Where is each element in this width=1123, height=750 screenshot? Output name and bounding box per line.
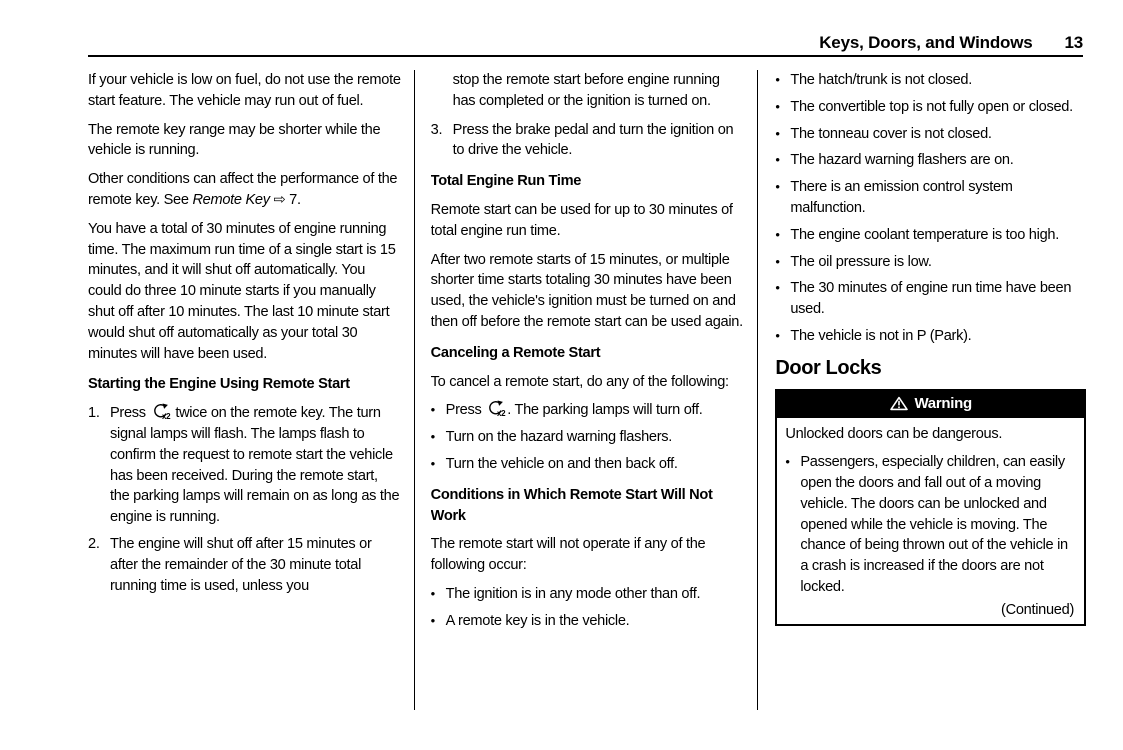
warning-triangle-icon [890,396,908,411]
bullet-item [775,97,1086,118]
paragraph [88,169,401,211]
column-3 [775,70,1086,710]
bullet-icon: • [430,455,435,471]
text-run: The remote key range may be shorter while the vehicle is running. [88,121,381,159]
bullet-icon: • [430,402,435,418]
text-run: twice on the remote key. The turn signal lamps will flash. The lamps flash to confirm the request to remote start the vehicle has been received. During the remote start, the parking lamps will remain on as long as the engine is running. [110,405,400,526]
column-divider [757,70,758,710]
svg-text:x2: x2 [497,409,506,418]
item-text [446,454,746,475]
column-divider [414,70,415,710]
text-run: The engine will shut off after 15 minutes or after the remainder of the 30 minute total running time is used, unless you [110,535,372,594]
bullet-icon: • [430,612,435,628]
text-run: The tonneau cover is not closed. [790,125,992,142]
remote-start-icon [485,400,507,417]
bullet-item [775,150,1086,171]
section-subheading: Starting the Engine Using Remote Start [88,376,350,393]
text-run: The engine coolant temperature is too high. [790,226,1059,243]
numbered-item [431,120,746,162]
item-text [790,150,1086,171]
bullet-item [775,177,1086,219]
item-text [110,403,401,528]
item-text [790,97,1086,118]
bullet-item [431,427,746,448]
text-run: . The parking lamps will turn off. [507,402,703,419]
text-run: The oil pressure is low. [790,253,932,270]
section-subheading: Canceling a Remote Start [430,344,601,361]
column-1 [88,70,401,710]
item-text [790,326,1086,347]
paragraph [431,372,746,393]
item-text [790,177,1086,219]
section-subheading: Conditions in Which Remote Start Will Not Work [430,486,713,524]
paragraph [785,424,1076,445]
text-run: There is an emission control system malfunction. [790,179,1013,216]
text-run: To cancel a remote start, do any of the following: [430,373,729,390]
svg-text:x2: x2 [161,412,170,421]
content-columns [88,70,1086,710]
text-run: Turn the vehicle on and then back off. [445,455,678,472]
numbered-item [88,534,401,596]
numbered-item [88,403,401,528]
bullet-item [785,452,1076,598]
text-run: The hatch/trunk is not closed. [790,72,972,88]
paragraph [88,219,401,365]
text-run: The convertible top is not fully open or closed. [790,98,1073,115]
page-number: 13 [1064,33,1083,52]
text-run: A remote key is in the vehicle. [445,612,630,629]
bullet-icon: • [775,152,780,168]
text-run: Passengers, especially children, can easily open the doors and fall out of a moving vehicle. The doors can be unlocked and opened while the vehicle is moving. The chance of being thrown out of the vehicle in a crash is increased if the doors are not locked. [800,454,1068,595]
item-text [446,400,746,421]
paragraph [88,70,401,112]
text-run: Press the brake pedal and turn the ignition on to drive the vehicle. [452,121,734,159]
bullet-icon: • [775,72,780,87]
text-run: Press [110,405,150,422]
header-rule [88,55,1083,57]
bullet-item [431,400,746,421]
bullet-icon: • [785,454,790,470]
item-text [800,452,1076,598]
bullet-icon: • [775,98,780,114]
bullet-item [431,611,746,632]
text-run: Turn on the hazard warning flashers. [445,429,673,446]
bullet-icon: • [775,280,780,296]
item-number: 1. [88,405,100,422]
item-number: 3. [430,121,443,138]
text-run: The remote start will not operate if any of the following occur: [430,536,706,574]
bullet-item [775,225,1086,246]
bullet-icon: • [775,125,780,141]
remote-start-icon [150,403,172,420]
bullet-item [775,326,1086,347]
text-run: The hazard warning flashers are on. [790,152,1014,169]
item-text [790,252,1086,273]
bullet-icon: • [775,179,780,195]
item-text [446,584,746,605]
text-run: After two remote starts of 15 minutes, or multiple shorter time starts totaling 30 minutes have been used, the vehicle's ignition must be turned on and then off before the remote start can be used again. [430,251,743,330]
page-header [819,33,1083,53]
item-text [790,278,1086,320]
bullet-item [775,70,1086,91]
item-text [790,70,1086,91]
paragraph [431,70,746,112]
bullet-item [775,278,1086,320]
item-text [790,124,1086,145]
paragraph [431,534,746,576]
continued-note: (Continued) [1001,601,1075,618]
bullet-icon: • [430,429,435,445]
item-text [453,120,746,162]
text-run: You have a total of 30 minutes of engine running time. The maximum run time of a single start is 15 minutes, and it will shut off automatically. You could do three 10 minute starts if you manually shut off after 10 minutes. The last 10 minute start would shut off automatically as your total 30 minutes will have been used. [88,220,396,362]
item-text [446,611,746,632]
paragraph [88,120,401,162]
item-text [790,225,1086,246]
section-subheading: Total Engine Run Time [430,173,582,190]
paragraph [431,250,746,333]
column-2 [431,70,746,710]
item-text [446,427,746,448]
bullet-item [431,584,746,605]
text-run: Other conditions can affect the performance of the remote key. See [88,171,398,208]
item-text [110,534,401,596]
text-run: The 30 minutes of engine run time have been used. [790,280,1072,318]
text-run: Press [445,402,486,419]
bullet-icon: • [430,585,435,601]
text-run: If your vehicle is low on fuel, do not use the remote start feature. The vehicle may run out of fuel. [88,72,401,109]
bullet-icon: • [775,327,780,343]
text-run: Remote start can be used for up to 30 minutes of total engine run time. [430,201,733,239]
text-run: The vehicle is not in P (Park). [790,327,972,344]
text-run: Unlocked doors can be dangerous. [785,426,1003,443]
warning-title: Warning [914,394,972,412]
bullet-item [431,454,746,475]
item-number: 2. [88,535,100,552]
warning-body [777,418,1084,623]
bullet-icon: • [775,253,780,269]
bullet-item [775,252,1086,273]
section-heading: Door Locks [775,356,882,379]
text-run: ⇨ 7. [269,191,301,208]
warning-box [775,389,1086,626]
chapter-title: Keys, Doors, and Windows [819,33,1033,52]
text-run: The ignition is in any mode other than off. [445,585,701,602]
paragraph [431,200,746,242]
bullet-icon: • [775,226,780,242]
text-run: stop the remote start before engine running has completed or the ignition is turned on. [452,72,720,109]
bullet-item [775,124,1086,145]
warning-header [777,391,1084,419]
text-run: Remote Key [192,191,270,208]
